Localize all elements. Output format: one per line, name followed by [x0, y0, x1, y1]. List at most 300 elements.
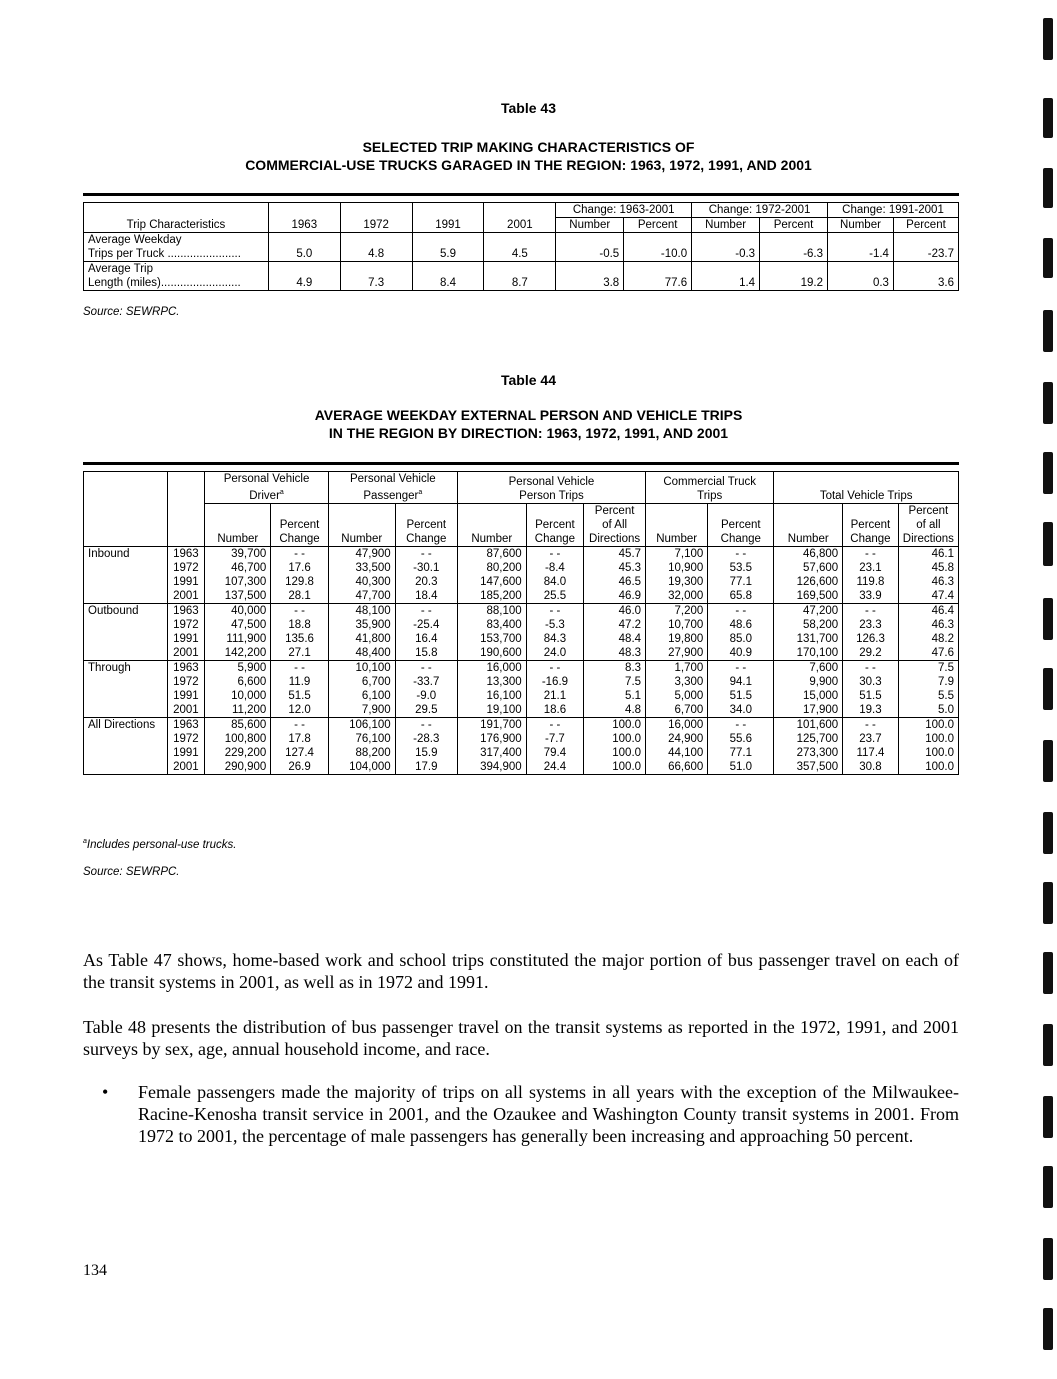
table-cell: 51.5 [708, 689, 774, 703]
table-cell: 317,400 [457, 746, 526, 760]
body-bullet-1: Female passengers made the majority of trips on all systems in all years with the exception of the Milwaukee-Racine-Kenosha transit service in 2001, and the Ozaukee and Washington County transit systems in 2001. From 1972 to 2001, the percentage of male passengers has generally been increasing and approaching 50 percent. [138, 1082, 959, 1146]
table-row [84, 717, 959, 732]
table-cell: 15.9 [395, 746, 457, 760]
table-cell: 88,200 [328, 746, 395, 760]
table43-row-trips-per-truck [84, 233, 959, 262]
table44-direction-cell [84, 646, 168, 661]
table-cell: - - [271, 546, 328, 561]
table44-year-cell: 1963 [167, 660, 205, 675]
table-cell: 10,900 [646, 561, 708, 575]
table-cell: 4.8 [340, 233, 412, 262]
table-cell: 46.4 [898, 603, 958, 618]
table-cell: 88,100 [457, 603, 526, 618]
table-cell: 142,200 [205, 646, 271, 661]
table44-year-cell: 2001 [167, 646, 205, 661]
table-row [84, 646, 959, 661]
table44-year-cell: 1963 [167, 717, 205, 732]
table44-direction-cell [84, 618, 168, 632]
table44-direction-cell [84, 732, 168, 746]
table-cell: 3,300 [646, 675, 708, 689]
table-cell: 111,900 [205, 632, 271, 646]
table-cell: 45.7 [584, 546, 646, 561]
table-cell: 7,100 [646, 546, 708, 561]
table-cell: - - [708, 717, 774, 732]
table-row [84, 589, 959, 604]
table43-number: Table 43 [501, 100, 556, 116]
table-cell: -10.0 [624, 233, 692, 262]
table-cell: 100,800 [205, 732, 271, 746]
table-cell: 7,900 [328, 703, 395, 718]
table-cell: 273,300 [774, 746, 843, 760]
table-cell: 23.7 [843, 732, 899, 746]
table-cell: 8.3 [584, 660, 646, 675]
table-cell: - - [271, 660, 328, 675]
table-cell: 47,200 [774, 603, 843, 618]
table-cell: 17.6 [271, 561, 328, 575]
table43-row-label: Average Trip Length (miles)......................... [84, 262, 269, 291]
table-cell: 25.5 [526, 589, 583, 604]
table43-header-percent: Percent [760, 218, 828, 233]
table-cell: 170,100 [774, 646, 843, 661]
table44-year-cell: 1972 [167, 732, 205, 746]
table-cell: 7.3 [340, 262, 412, 291]
table-cell: 40,000 [205, 603, 271, 618]
table-cell: 24.0 [526, 646, 583, 661]
table-cell: 100.0 [584, 732, 646, 746]
table-cell: 48.4 [584, 632, 646, 646]
table44-title [0, 406, 1057, 442]
table-cell: 27,900 [646, 646, 708, 661]
table-cell: 100.0 [898, 746, 958, 760]
table43-title-line2: COMMERCIAL-USE TRUCKS GARAGED IN THE REGION: 1963, 1972, 1991, AND 2001 [245, 157, 812, 173]
table44-year-cell: 1991 [167, 632, 205, 646]
table-cell: 85,600 [205, 717, 271, 732]
table-cell: - - [708, 546, 774, 561]
table44-header-percent-change: Percent Change [271, 503, 328, 546]
table44-direction-cell [84, 703, 168, 718]
table-cell: 29.2 [843, 646, 899, 661]
table-cell: 47.2 [584, 618, 646, 632]
table-cell: - - [395, 660, 457, 675]
table-cell: 16,100 [457, 689, 526, 703]
table44-header-number: Number [457, 503, 526, 546]
table-cell: 51.0 [708, 760, 774, 775]
table-cell: 55.6 [708, 732, 774, 746]
body-paragraph-1: As Table 47 shows, home-based work and school trips constituted the major portion of bus passenger travel on each of the transit systems in 2001, as well as in 1972 and 1991. [83, 950, 959, 992]
table-cell: 47,900 [328, 546, 395, 561]
table-cell: 117.4 [843, 746, 899, 760]
table44-direction-cell [84, 589, 168, 604]
table44-header-percent-change: Percent Change [708, 503, 774, 546]
table-cell: 11.9 [271, 675, 328, 689]
table-cell: 18.6 [526, 703, 583, 718]
table43-row-label: Average Weekday Trips per Truck ....................... [84, 233, 269, 262]
table-cell: 19,100 [457, 703, 526, 718]
table-cell: - - [395, 546, 457, 561]
table-cell: 53.5 [708, 561, 774, 575]
table44-source: Source: SEWRPC. [83, 866, 180, 878]
table43-header-change-1963-2001: Change: 1963-2001 [556, 203, 692, 218]
table-cell: 7.9 [898, 675, 958, 689]
table-cell: 45.8 [898, 561, 958, 575]
table-cell: 100.0 [584, 746, 646, 760]
table-cell: 190,600 [457, 646, 526, 661]
table-cell: 15.8 [395, 646, 457, 661]
table-cell: 20.3 [395, 575, 457, 589]
table43-header-percent: Percent [893, 218, 958, 233]
table-cell: 5.0 [898, 703, 958, 718]
table-cell: 18.4 [395, 589, 457, 604]
table44-direction-cell: All Directions [84, 717, 168, 732]
table-cell: 6,600 [205, 675, 271, 689]
table-cell: 10,000 [205, 689, 271, 703]
table43-header-trip-characteristics: Trip Characteristics [84, 203, 269, 233]
table-cell: 137,500 [205, 589, 271, 604]
table-row [84, 603, 959, 618]
table-cell: 357,500 [774, 760, 843, 775]
table-cell: 51.5 [843, 689, 899, 703]
table-cell: 100.0 [898, 760, 958, 775]
table-cell: -30.1 [395, 561, 457, 575]
table-cell: 127.4 [271, 746, 328, 760]
table-cell: 13,300 [457, 675, 526, 689]
table44-title-line2: IN THE REGION BY DIRECTION: 1963, 1972, 1991, AND 2001 [328, 425, 729, 441]
table44-direction-cell [84, 675, 168, 689]
table43-source: Source: SEWRPC. [83, 306, 180, 318]
table-cell: 47.4 [898, 589, 958, 604]
bullet-icon: • [102, 1082, 109, 1102]
table-cell: 100.0 [584, 760, 646, 775]
table-cell: 7.5 [584, 675, 646, 689]
table-cell: 7,200 [646, 603, 708, 618]
table44-column-header-row [84, 503, 959, 546]
table44-title-line1: AVERAGE WEEKDAY EXTERNAL PERSON AND VEHICLE TRIPS [314, 407, 743, 423]
table-cell: 107,300 [205, 575, 271, 589]
table-cell: 39,700 [205, 546, 271, 561]
table-cell: 4.5 [484, 233, 556, 262]
table-cell: 84.3 [526, 632, 583, 646]
table-cell: 48.2 [898, 632, 958, 646]
table-row [84, 675, 959, 689]
table-cell: - - [271, 717, 328, 732]
table44-year-cell: 2001 [167, 760, 205, 775]
table-cell: 34.0 [708, 703, 774, 718]
table44-group-total-vehicle-trips: Total Vehicle Trips [774, 472, 959, 504]
table44-direction-cell [84, 632, 168, 646]
table43-header-1972: 1972 [340, 203, 412, 233]
table44-header-percent-change: Percent Change [843, 503, 899, 546]
table-cell: 46.0 [584, 603, 646, 618]
table44-direction-cell [84, 689, 168, 703]
table-cell: 131,700 [774, 632, 843, 646]
table-cell: 87,600 [457, 546, 526, 561]
table-cell: 6,700 [328, 675, 395, 689]
table-cell: 85.0 [708, 632, 774, 646]
table-cell: 66,600 [646, 760, 708, 775]
table-cell: -7.7 [526, 732, 583, 746]
table-cell: 290,900 [205, 760, 271, 775]
table-cell: 46,800 [774, 546, 843, 561]
table44-year-cell: 1991 [167, 575, 205, 589]
table-cell: 16,000 [457, 660, 526, 675]
table-cell: -28.3 [395, 732, 457, 746]
table-cell: 47,500 [205, 618, 271, 632]
table44-direction-cell [84, 575, 168, 589]
table-cell: 15,000 [774, 689, 843, 703]
table44-direction-cell: Inbound [84, 546, 168, 561]
table-cell: 79.4 [526, 746, 583, 760]
table-cell: 10,700 [646, 618, 708, 632]
table-cell: -8.4 [526, 561, 583, 575]
table-cell: - - [526, 717, 583, 732]
table-cell: - - [395, 717, 457, 732]
table-row [84, 561, 959, 575]
table-cell: 28.1 [271, 589, 328, 604]
table-cell: - - [526, 603, 583, 618]
table-cell: 94.1 [708, 675, 774, 689]
table-cell: -0.3 [692, 233, 760, 262]
table43-header-change-1991-2001: Change: 1991-2001 [828, 203, 959, 218]
table43-header-number: Number [828, 218, 894, 233]
table-cell: 4.8 [584, 703, 646, 718]
table44-direction-cell: Through [84, 660, 168, 675]
table-cell: 229,200 [205, 746, 271, 760]
table-row [84, 660, 959, 675]
table43-header-1963: 1963 [268, 203, 340, 233]
table43 [83, 202, 959, 291]
table-cell: -0.5 [556, 233, 624, 262]
table-cell: 35,900 [328, 618, 395, 632]
table44-direction-cell [84, 760, 168, 775]
table-cell: - - [526, 546, 583, 561]
table44-direction-cell [84, 561, 168, 575]
table43-header-percent: Percent [624, 218, 692, 233]
table-cell: 33,500 [328, 561, 395, 575]
table43-header-number: Number [692, 218, 760, 233]
table-cell: 48.6 [708, 618, 774, 632]
table-cell: 30.3 [843, 675, 899, 689]
table-cell: 77.1 [708, 575, 774, 589]
table44-group-personal-vehicle-passenger: Personal Vehicle Passenger$^a$ [328, 472, 457, 504]
table-cell: 8.7 [484, 262, 556, 291]
table-cell: 48.3 [584, 646, 646, 661]
table-row [84, 546, 959, 561]
table-row [84, 703, 959, 718]
table-cell: 1,700 [646, 660, 708, 675]
table-cell: -5.3 [526, 618, 583, 632]
table-cell: 5,000 [646, 689, 708, 703]
table-row [84, 689, 959, 703]
table-cell: 5,900 [205, 660, 271, 675]
table-cell: 17.8 [271, 732, 328, 746]
table44-header-percent-change: Percent Change [395, 503, 457, 546]
table43-header-2001: 2001 [484, 203, 556, 233]
table44-year-cell: 1991 [167, 746, 205, 760]
table-cell: - - [395, 603, 457, 618]
table43-row-trip-length [84, 262, 959, 291]
table-cell: 394,900 [457, 760, 526, 775]
table-cell: 5.0 [268, 233, 340, 262]
table-row [84, 632, 959, 646]
table-cell: 18.8 [271, 618, 328, 632]
table-cell: 6,100 [328, 689, 395, 703]
table-row [84, 760, 959, 775]
table-cell: 76,100 [328, 732, 395, 746]
table-cell: 45.3 [584, 561, 646, 575]
table-cell: 77.1 [708, 746, 774, 760]
table-cell: - - [708, 603, 774, 618]
table44 [83, 471, 959, 775]
table-cell: 48,100 [328, 603, 395, 618]
table-cell: - - [843, 603, 899, 618]
table-cell: 24.4 [526, 760, 583, 775]
table44-year-cell: 1972 [167, 618, 205, 632]
table-cell: 41,800 [328, 632, 395, 646]
table44-header-number: Number [646, 503, 708, 546]
table-cell: 7,600 [774, 660, 843, 675]
table-cell: 46.1 [898, 546, 958, 561]
table-cell: 3.6 [893, 262, 958, 291]
table-cell: 44,100 [646, 746, 708, 760]
page-number: 134 [83, 1262, 107, 1279]
table-row [84, 575, 959, 589]
table-cell: 46.3 [898, 618, 958, 632]
table-cell: 19.2 [760, 262, 828, 291]
table-cell: 46.3 [898, 575, 958, 589]
table-cell: 83,400 [457, 618, 526, 632]
table-cell: 5.9 [412, 233, 484, 262]
table44-number: Table 44 [501, 372, 556, 388]
table-row [84, 732, 959, 746]
table44-group-personal-vehicle-person-trips: Personal Vehicle Person Trips [457, 472, 645, 504]
table-cell: 32,000 [646, 589, 708, 604]
table-cell: - - [526, 660, 583, 675]
table-cell: 51.5 [271, 689, 328, 703]
table43-header-change-1972-2001: Change: 1972-2001 [692, 203, 828, 218]
table44-direction-cell [84, 746, 168, 760]
table-cell: 19.3 [843, 703, 899, 718]
table43-header-1991: 1991 [412, 203, 484, 233]
table-cell: -1.4 [828, 233, 894, 262]
table43-top-rule [83, 193, 959, 196]
table-cell: 24,900 [646, 732, 708, 746]
table-cell: 153,700 [457, 632, 526, 646]
table-cell: 80,200 [457, 561, 526, 575]
table-cell: 8.4 [412, 262, 484, 291]
table-cell: 104,000 [328, 760, 395, 775]
table-cell: 185,200 [457, 589, 526, 604]
table-cell: 4.9 [268, 262, 340, 291]
table-cell: 135.6 [271, 632, 328, 646]
table-cell: 84.0 [526, 575, 583, 589]
table44-body [84, 546, 959, 774]
table-cell: 30.8 [843, 760, 899, 775]
table-cell: 65.8 [708, 589, 774, 604]
table44-header-percent-of-all-directions: Percent of all Directions [898, 503, 958, 546]
table-cell: 176,900 [457, 732, 526, 746]
table-cell: -6.3 [760, 233, 828, 262]
table-cell: 101,600 [774, 717, 843, 732]
table-cell: 1.4 [692, 262, 760, 291]
table-cell: 5.1 [584, 689, 646, 703]
table-cell: 16.4 [395, 632, 457, 646]
table43-title-line1: SELECTED TRIP MAKING CHARACTERISTICS OF [362, 139, 695, 155]
table-cell: 5.5 [898, 689, 958, 703]
table-cell: 46.9 [584, 589, 646, 604]
table44-year-cell: 1963 [167, 546, 205, 561]
table-cell: 126.3 [843, 632, 899, 646]
table44-year-cell: 2001 [167, 703, 205, 718]
body-paragraph-2: Table 48 presents the distribution of bus passenger travel on the transit systems as reported in the 1972, 1991, and 2001 surveys by sex, age, annual household income, and race. [83, 1017, 959, 1059]
table44-group-header-row [84, 472, 959, 504]
table-cell: 29.5 [395, 703, 457, 718]
table-cell: 129.8 [271, 575, 328, 589]
table-cell: 100.0 [584, 717, 646, 732]
table-cell: 46,700 [205, 561, 271, 575]
table-cell: 126,600 [774, 575, 843, 589]
table-cell: 12.0 [271, 703, 328, 718]
table44-header-number: Number [328, 503, 395, 546]
table44-direction-cell: Outbound [84, 603, 168, 618]
table-row [84, 746, 959, 760]
table-cell: 9,900 [774, 675, 843, 689]
table-cell: 19,800 [646, 632, 708, 646]
table-cell: 40.9 [708, 646, 774, 661]
table44-header-number: Number [205, 503, 271, 546]
table-cell: 57,600 [774, 561, 843, 575]
table-cell: 106,100 [328, 717, 395, 732]
table-cell: 100.0 [898, 732, 958, 746]
table-cell: 7.5 [898, 660, 958, 675]
table-cell: 21.1 [526, 689, 583, 703]
table44-year-cell: 1972 [167, 675, 205, 689]
table-cell: 17.9 [395, 760, 457, 775]
table-cell: - - [843, 660, 899, 675]
table-cell: 23.3 [843, 618, 899, 632]
table43-header-number: Number [556, 218, 624, 233]
table-cell: -9.0 [395, 689, 457, 703]
table-cell: - - [708, 660, 774, 675]
table-cell: 6,700 [646, 703, 708, 718]
table-cell: 191,700 [457, 717, 526, 732]
table44-group-commercial-truck-trips: Commercial Truck Trips [646, 472, 774, 504]
table-cell: 125,700 [774, 732, 843, 746]
table-cell: 48,400 [328, 646, 395, 661]
table-cell: - - [843, 717, 899, 732]
table44-header-percent-of-all-directions: Percent of All Directions [584, 503, 646, 546]
table43-header-row1 [84, 203, 959, 218]
table-cell: 47,700 [328, 589, 395, 604]
table44-group-personal-vehicle-driver: Personal Vehicle Driver$^a$ [205, 472, 328, 504]
table44-footnote: $^a$Includes personal-use trucks. [83, 838, 237, 851]
table-cell: -33.7 [395, 675, 457, 689]
table-cell: 77.6 [624, 262, 692, 291]
table-cell: 11,200 [205, 703, 271, 718]
table-cell: -25.4 [395, 618, 457, 632]
table44-year-cell: 1972 [167, 561, 205, 575]
table44-header-percent-change: Percent Change [526, 503, 583, 546]
table-cell: 16,000 [646, 717, 708, 732]
table-cell: 58,200 [774, 618, 843, 632]
table-cell: 100.0 [898, 717, 958, 732]
table-cell: 27.1 [271, 646, 328, 661]
table44-year-cell: 1963 [167, 603, 205, 618]
table-cell: -16.9 [526, 675, 583, 689]
table-cell: 40,300 [328, 575, 395, 589]
table43-title [0, 138, 1057, 174]
table-cell: 33.9 [843, 589, 899, 604]
table-cell: -23.7 [893, 233, 958, 262]
